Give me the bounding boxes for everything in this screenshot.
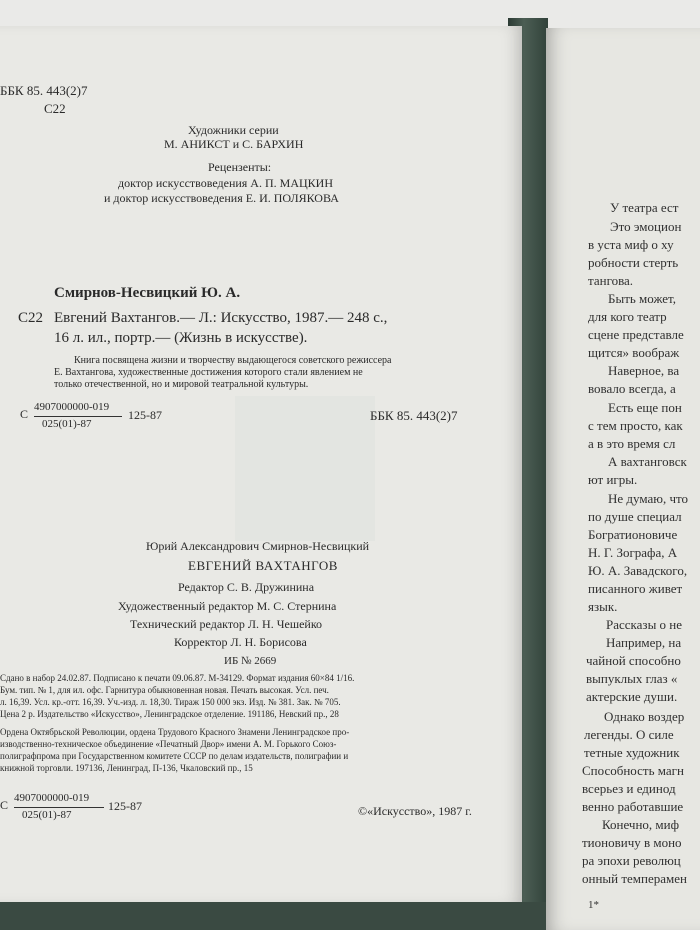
text-line: Способность магн [582, 763, 684, 778]
text-line: У театра ест [610, 200, 679, 215]
bbk-code-top: ББК 85. 443(2)7 [0, 83, 88, 98]
imprint-line-2: Бум. тип. № 1, для ил. офс. Гарнитура обыкновенная новая. Печать высокая. Усл. печ. [0, 685, 329, 695]
corrector-credit: Корректор Л. Н. Борисова [174, 635, 307, 649]
text-line: ют игры. [588, 472, 638, 487]
copyright-notice: ©«Искусство», 1987 г. [358, 804, 472, 818]
fraction-bar-bottom [14, 807, 104, 808]
signature-mark: 1* [588, 899, 599, 911]
show-through-illustration [235, 396, 375, 541]
text-line: выпуклых глаз « [586, 671, 678, 686]
artists-label: Художники серии [188, 123, 279, 137]
text-line: Конечно, миф [602, 817, 680, 832]
abstract-line-3: только отечественной, но и мировой театральной культуры. [54, 379, 309, 390]
ib-number: ИБ № 2669 [224, 655, 277, 667]
text-line: робности стерть [588, 255, 679, 270]
index-denominator-bottom: 025(01)-87 [22, 809, 72, 821]
left-page [0, 26, 522, 902]
index-numerator: 4907000000-019 [34, 401, 110, 413]
index-letter: С [20, 407, 29, 421]
editor-credit: Редактор С. В. Дружинина [178, 580, 315, 594]
text-line: Не думаю, что [608, 491, 689, 506]
text-line: тионовичу в моно [582, 835, 682, 850]
book-cover-top [0, 0, 700, 28]
text-line: сцене представле [588, 327, 684, 342]
text-line: всерьез и единод [582, 781, 676, 796]
bibliographic-line-1: Евгений Вахтангов.— Л.: Искусство, 1987.— 248 с., [54, 310, 388, 326]
text-line: ра эпохи революц [582, 853, 681, 868]
book-cover-bottom [0, 902, 560, 930]
text-line: Ю. А. Завадского, [588, 563, 688, 578]
tech-editor-credit: Технический редактор Л. Н. Чешейко [130, 617, 323, 631]
reviewer-2: и доктор искусствоведения Е. И. ПОЛЯКОВА [104, 191, 339, 205]
text-line: тетные художник [584, 745, 680, 760]
text-line: актерские души. [586, 689, 678, 704]
text-line: тангова. [588, 273, 634, 288]
text-line: Наверное, ва [608, 363, 680, 378]
text-line: в уста миф о ху [588, 237, 674, 252]
text-line: венно работавшие [582, 799, 684, 814]
text-line: Например, на [606, 635, 682, 650]
text-line: Быть может, [608, 291, 676, 306]
text-line: с тем просто, как [588, 418, 683, 433]
printer-line-4: книжной торговли. 197136, Ленинград, П-136, Чкаловский пр., 15 [0, 763, 253, 773]
text-line: Рассказы о не [606, 617, 683, 632]
text-line: вовало всегда, а [588, 381, 676, 396]
artists-names: М. АНИКСТ и С. БАРХИН [164, 137, 304, 151]
text-line: чайной способно [586, 653, 681, 668]
catalog-author: Смирнов-Несвицкий Ю. А. [54, 285, 241, 301]
text-line: по душе специал [588, 509, 682, 524]
text-line: А вахтанговск [608, 454, 687, 469]
text-line: а в это время сл [588, 436, 676, 451]
index-letter-bottom: С [0, 798, 9, 812]
classification-code-entry: С22 [18, 310, 44, 326]
text-line: язык. [588, 599, 618, 614]
text-line: легенды. О силе [584, 727, 674, 742]
printer-line-1: Ордена Октябрьской Революции, ордена Трудового Красного Знамени Ленинградское про- [0, 727, 350, 737]
text-line: Н. Г. Зографа, А [588, 545, 678, 560]
right-page [546, 28, 700, 930]
full-author-name: Юрий Александрович Смирнов-Несвицкий [146, 539, 370, 553]
printer-line-2: изводственно-техническое объединение «Печатный Двор» имени А. М. Горького Союз- [0, 739, 337, 749]
index-tail-bottom: 125-87 [108, 799, 142, 813]
reviewers-label: Рецензенты: [208, 160, 272, 174]
book-title: ЕВГЕНИЙ ВАХТАНГОВ [188, 558, 338, 573]
imprint-line-1: Сдано в набор 24.02.87. Подписано к печати 09.06.87. М-34129. Формат издания 60×84 1/16. [0, 673, 355, 683]
text-line: Однако воздер [604, 709, 685, 724]
text-line: писанного живет [588, 581, 683, 596]
index-denominator: 025(01)-87 [42, 418, 92, 430]
fraction-bar [34, 416, 122, 417]
text-line: Это эмоцион [610, 219, 682, 234]
text-line: для кого театр [588, 309, 667, 324]
art-editor-credit: Художественный редактор М. С. Стернина [118, 599, 337, 613]
printer-line-3: полиграфпрома при Государственном комитете СССР по делам издательств, полиграфии и [0, 751, 349, 761]
bibliographic-line-2: 16 л. ил., портр.— (Жизнь в искусстве). [54, 330, 308, 346]
classification-code-top: С22 [44, 101, 66, 116]
index-tail: 125-87 [128, 408, 162, 422]
abstract-line-1: Книга посвящена жизни и творчеству выдающегося советского режиссера [74, 355, 392, 366]
abstract-line-2: Е. Вахтангова, художественные достижения которого стали явлением не [54, 367, 363, 378]
text-line: щится» воображ [588, 345, 680, 360]
imprint-line-4: Цена 2 р. Издательство «Искусство», Ленинградское отделение. 191186, Невский пр., 28 [0, 709, 339, 719]
text-line: Есть еще пон [608, 400, 682, 415]
reviewer-1: доктор искусствоведения А. П. МАЦКИН [118, 176, 333, 190]
index-numerator-bottom: 4907000000-019 [14, 792, 90, 804]
text-line: онный темперамен [582, 871, 687, 886]
imprint-line-3: л. 16,39. Усл. кр.-отт. 16,39. Уч.-изд. л. 18,30. Тираж 150 000 экз. Изд. № 381. Зак. № 705. [0, 697, 341, 707]
bbk-code-bottom: ББК 85. 443(2)7 [370, 408, 458, 423]
text-line: Богратионовиче [588, 527, 678, 542]
